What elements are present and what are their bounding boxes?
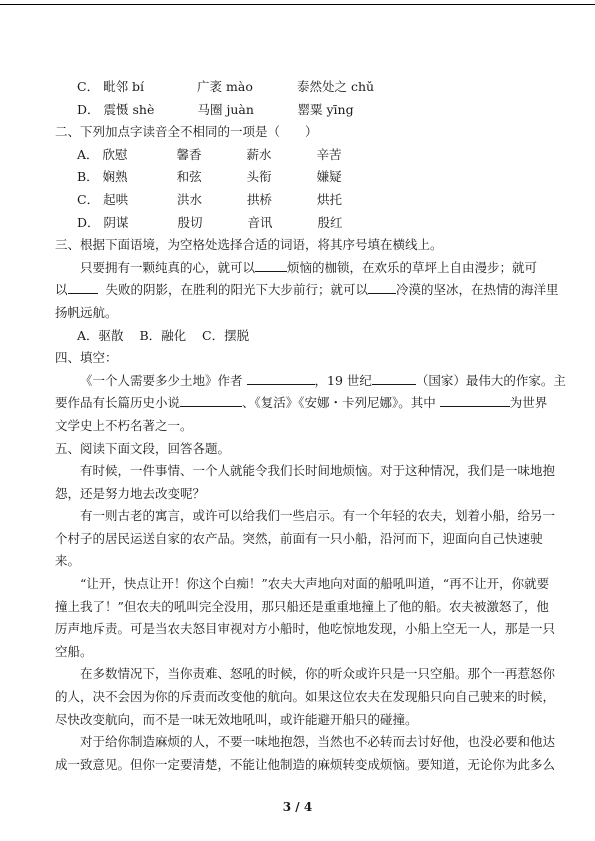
q5-line: 尽快改变航向，而不是一味无效地吼叫，或许能避开船只的碰撞。 xyxy=(55,711,418,727)
q2-title: 二、下列加点字读音全不相同的一项是（ ） xyxy=(55,124,318,140)
q5-line: 怨，还是努力地去改变呢？ xyxy=(55,485,206,501)
q3-blank-1[interactable] xyxy=(255,257,287,272)
q4-blank-novel[interactable] xyxy=(180,392,242,407)
q3-blank-2[interactable] xyxy=(68,279,98,294)
q5-line: 在多数情况下，当你责难、怒吼的时候，你的听众或许只是一只空船。那个一再惹怒你 xyxy=(80,666,556,682)
q2-option-d: D． 阴谋 殷切 音讯 殷红 xyxy=(77,214,343,230)
q5-line: 厉声地斥责。可是当农夫怒目审视对方小船时，他吃惊地发现，小船上空无一人，那是一只 xyxy=(55,621,556,637)
q4-line-1: 《一个人需要多少土地》作者 ，19 世纪 （国家）最伟大的作家。主 xyxy=(55,370,545,393)
q5-line: 撞上我了！”但农夫的吼叫完全没用，那只船还是重重地撞上了他的船。农夫被激怒了，他 xyxy=(55,598,549,614)
page-content xyxy=(55,76,566,776)
q4-blank-country[interactable] xyxy=(372,370,416,385)
q5-line: 成一致意见。但你一定要清楚，不能让他制造的麻烦转变成烦恼。要知道，无论你为此多么 xyxy=(55,756,556,772)
q5-line: 的人，决不会因为你的斥责而改变他的航向。如果这位农夫在发现船只向自己驶来的时候， xyxy=(55,689,556,705)
q3-blank-3[interactable] xyxy=(368,279,396,294)
q3-title: 三、根据下面语境，为空格处选择合适的词语，将其序号填在横线上。 xyxy=(55,237,443,253)
q1-option-c: C． 毗邻 bí 广袤 mào 泰然处之 chǔ xyxy=(55,76,545,99)
q1-option-d: D． 震慑 shè 马圈 juàn 罂粟 yīng xyxy=(55,99,545,122)
q4-line-3: 文学史上不朽名著之一。 xyxy=(55,417,193,433)
page-number: 3 / 4 xyxy=(282,800,313,814)
q2-option-c: C． 起哄 洪水 拱桥 烘托 xyxy=(77,191,343,207)
q3-passage-line-1: 只要拥有一颗纯真的心，就可以 烦恼的枷锁，在欢乐的草坪上自由漫步；就可 xyxy=(55,257,545,280)
q3-passage-line-3: 扬帆远航。 xyxy=(55,304,118,320)
q3-passage-line-2: 以 失败的阴影，在胜利的阳光下大步前行；就可以 冷漠的坚冰，在热情的海洋里 xyxy=(55,279,545,302)
q4-line-2: 要作品有长篇历史小说 、《复活》《安娜・卡列尼娜》。其中 为世界 xyxy=(55,392,545,415)
q3-choice-a: A．驱散 xyxy=(77,327,124,343)
q1-c-item-2: 广袤 mào xyxy=(197,79,253,94)
q3-choice-b: B．融化 xyxy=(139,327,187,343)
q5-line: 空船。 xyxy=(55,643,93,659)
q5-line: 有时候，一件事情、一个人就能令我们长时间地烦恼。对于这种情况，我们是一味地抱 xyxy=(80,463,556,479)
q3-choice-c: C．摆脱 xyxy=(202,327,250,343)
q1-c-item-1: 毗邻 bí xyxy=(103,79,145,94)
q1-d-item-3: 罂粟 yīng xyxy=(297,101,354,117)
q1-d-item-2: 马圈 juàn xyxy=(197,101,254,117)
q5-line: 对于给你制造麻烦的人，不要一味地抱怨，当然也不必转而去讨好他，也没必要和他达 xyxy=(80,734,556,750)
q4-title: 四、填空： xyxy=(55,350,118,366)
q1-c-item-3: 泰然处之 chǔ xyxy=(297,79,375,94)
q4-blank-author[interactable] xyxy=(247,370,315,385)
q5-title: 五、阅读下面文段，回答各题。 xyxy=(55,440,231,456)
q5-line: 个村子的居民运送自家的农产品。突然，前面有一只小船，沿河而下，迎面向自己快速驶 xyxy=(55,530,543,546)
q4-blank-masterpiece[interactable] xyxy=(440,392,510,407)
q3-choices xyxy=(55,325,545,348)
q2-option-b: B． 娴熟 和弦 头衔 嫌疑 xyxy=(77,169,342,185)
q5-line: 来。 xyxy=(55,553,81,569)
q2-option-a: A． 欣慰 馨香 薪水 辛苦 xyxy=(77,146,342,162)
q1-d-item-1: 震慑 shè xyxy=(103,101,155,117)
top-rule xyxy=(0,4,595,5)
q5-line: 有一则古老的寓言，或许可以给我们一些启示。有一个年轻的农夫，划着小船，给另一 xyxy=(80,508,556,524)
q5-line: “让开，快点让开！你这个白痴！”农夫大声地向对面的船吼叫道，“再不让开，你就要 xyxy=(80,576,550,592)
